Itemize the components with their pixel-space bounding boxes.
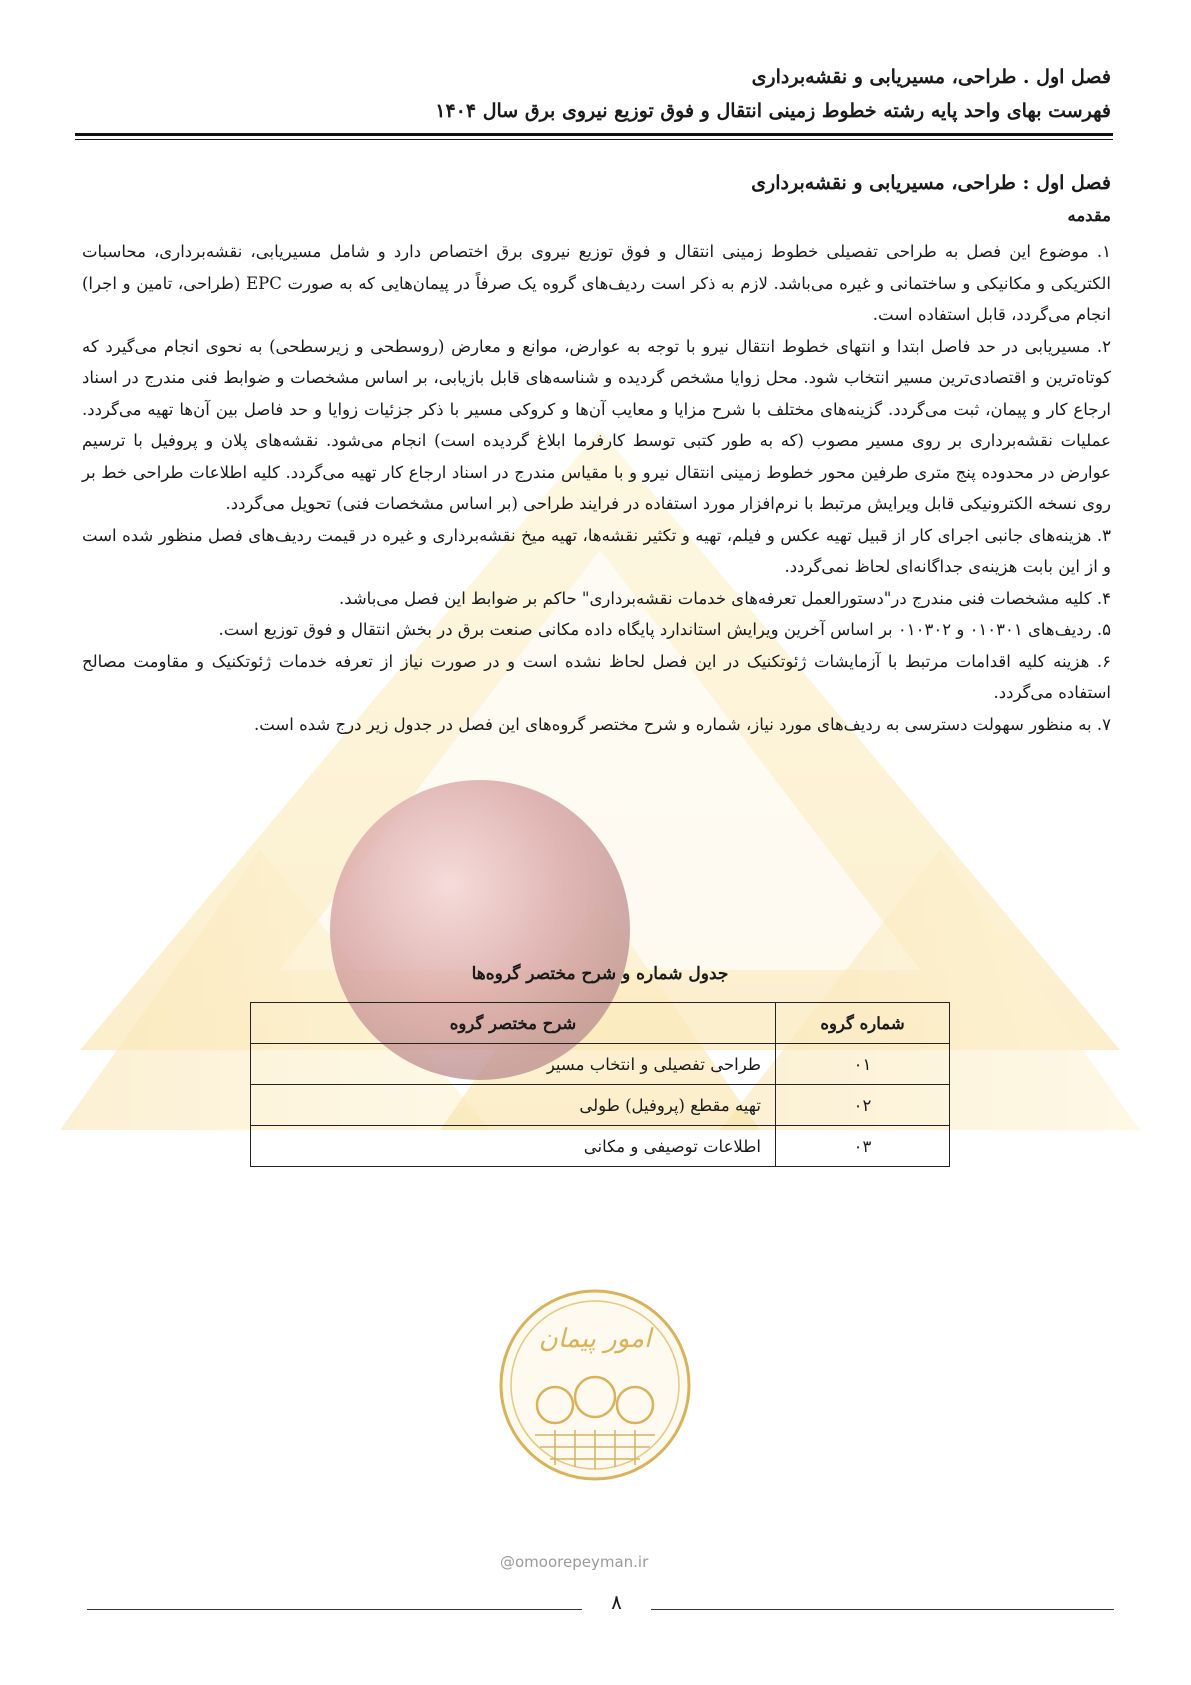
page-number: ۸	[611, 1590, 622, 1614]
svg-text:امور پیمان: امور پیمان	[538, 1324, 652, 1354]
table-row	[251, 1085, 950, 1126]
paragraph-7: ۷. به منظور سهولت دسترسی به ردیف‌های مورد نیاز، شماره و شرح مختصر گروه‌های این فصل در جدول زیر درج شده است.	[253, 714, 1111, 734]
table-cell-description: اطلاعات توصیفی و مکانی	[251, 1126, 776, 1167]
page-header	[75, 60, 1111, 128]
table-cell-description: تهیه مقطع (پروفیل) طولی	[251, 1085, 776, 1126]
table-cell-code: ۰۲	[776, 1085, 950, 1126]
table-cell-code: ۰۱	[776, 1044, 950, 1085]
table-row	[251, 1044, 950, 1085]
table-header-group-description: شرح مختصر گروه	[251, 1003, 776, 1044]
header-document-title: فهرست بهای واحد پایه رشته خطوط زمینی انتقال و فوق توزیع نیروی برق سال ۱۴۰۴	[435, 100, 1111, 122]
table-title: جدول شماره و شرح مختصر گروه‌ها	[471, 964, 729, 984]
paragraph-1: ۱. موضوع این فصل به طراحی تفصیلی خطوط زمینی انتقال و فوق توزیع نیروی برق اختصاص دارد و شامل مسیریابی، نقشه‌برداری، محاسبات الکتریکی و مکانیکی و ساختمانی و غیره می‌باشد. لازم به ذکر است ردیف‌های گروه یک صرفاً در پیمان‌هایی که به صورت EPC (طراحی، تامین و اجرا) انجام می‌گردد، قابل استفاده است.	[82, 242, 1112, 324]
seal-logo	[495, 1285, 695, 1485]
paragraph-6: ۶. هزینه کلیه اقدامات مرتبط با آزمایشات ژئوتکنیک در این فصل لحاظ نشده است و در صورت نیاز از تعرفه خدمات ژئوتکنیک و مقاومت مصالح استفاده می‌گردد.	[82, 651, 1111, 702]
table-cell-description: طراحی تفصیلی و انتخاب مسیر	[251, 1044, 776, 1085]
paragraph-2: ۲. مسیریابی در حد فاصل ابتدا و انتهای خطوط انتقال نیرو با توجه به عوارض، موانع و معارض (روسطحی و زیرسطحی) به نحوی انجام می‌گیرد که کوتاه‌ترین و اقتصادی‌ترین مسیر انتخاب شود. محل زوایا مشخص گردیده و شناسه‌های قابل بازیابی، بر اساس مشخصات و ضوابط فنی مندرج در اسناد ارجاع کار و پیمان، ثبت می‌گردد. گزینه‌های مختلف با شرح مزایا و معایب آن‌ها و کروکی مسیر با ذکر جزئیات زوایا و حد فاصل بین آن‌ها تهیه می‌گردد. عملیات نقشه‌برداری بر روی مسیر مصوب (که به طور کتبی توسط کارفرما ابلاغ گردیده است) انجام می‌شود. نقشه‌های پلان و پروفیل با ترسیم عوارض در محدوده پنج متری طرفین محور خطوط زمینی انتقال نیرو و با مقیاس مندرج در اسناد ارجاع کار تهیه می‌گردد. کلیه اطلاعات طراحی خط بر روی نسخه الکترونیکی قابل ویرایش مرتبط با نرم‌افزار مورد استفاده در فرایند طراحی (بر اساس مشخصات فنی) تحویل می‌گردد.	[82, 336, 1111, 513]
paragraph-4: ۴. کلیه مشخصات فنی مندرج در"دستورالعمل تعرفه‌های خدمات نقشه‌برداری" حاکم بر ضوابط این فصل می‌باشد.	[338, 588, 1111, 608]
section-title: فصل اول : طراحی، مسیریابی و نقشه‌برداری	[751, 172, 1111, 194]
header-rule-thick	[75, 133, 1113, 136]
table-cell-code: ۰۳	[776, 1126, 950, 1167]
table-header-row	[251, 1003, 950, 1044]
table-header-group-number: شماره گروه	[776, 1003, 950, 1044]
paragraph-5: ۵. ردیف‌های ۰۱۰۳۰۱ و ۰۱۰۳۰۲ بر اساس آخرین ویرایش استاندارد پایگاه داده مکانی صنعت برق در بخش انتقال و فوق توزیع است.	[218, 620, 1111, 639]
table-row	[251, 1126, 950, 1167]
header-chapter-title: فصل اول . طراحی، مسیریابی و نقشه‌برداری	[751, 66, 1111, 88]
footer-rule-left	[87, 1609, 582, 1610]
footer-rule-right	[651, 1609, 1114, 1610]
groups-table	[250, 1002, 950, 1167]
header-rule-thin	[75, 139, 1113, 140]
website-watermark: @omoorepeyman.ir	[500, 1553, 649, 1571]
section-subtitle: مقدمه	[1067, 206, 1111, 225]
paragraph-3: ۳. هزینه‌های جانبی اجرای کار از قبیل تهیه عکس و فیلم، تهیه و تکثیر نقشه‌ها، تهیه میخ نقشه‌برداری و غیره در قیمت ردیف‌های فصل منظور شده است و از این بابت هزینه‌ی جداگانه‌ای لحاظ نمی‌گردد.	[82, 525, 1111, 576]
page-content	[82, 166, 1111, 740]
